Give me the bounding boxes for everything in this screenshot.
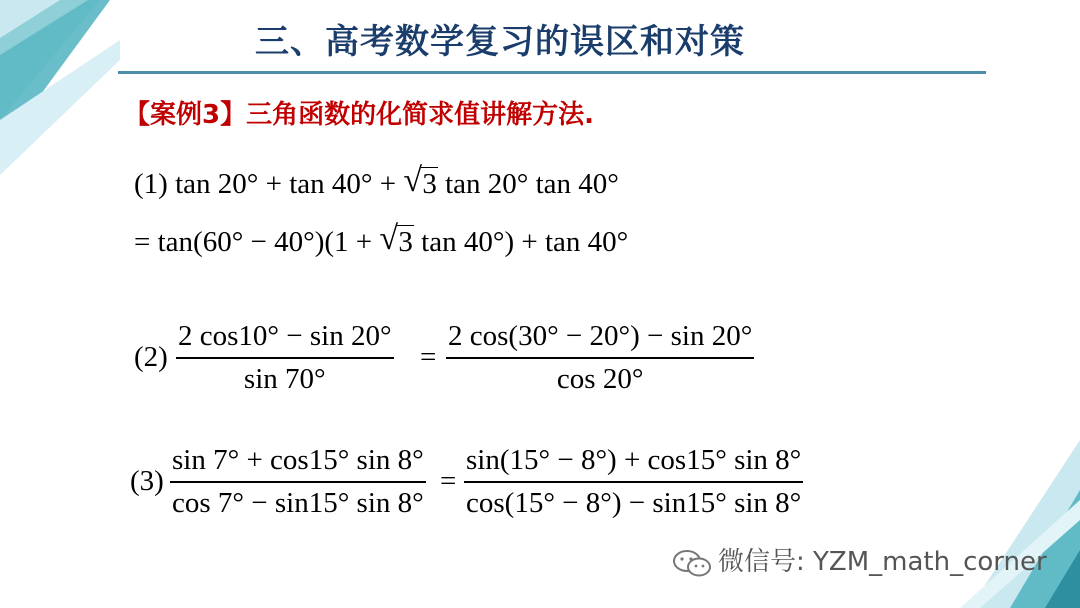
case-heading: 【案例3】三角函数的化简求值讲解方法. [124,100,594,130]
problem3-label: (3) [130,465,164,497]
fraction-denominator: cos(15° − 8°) − sin15° sin 8° [466,486,802,519]
fraction-denominator: cos 20° [556,362,644,395]
sqrt-sign-icon: √ [403,162,423,199]
sqrt-sign-icon: √ [379,220,399,257]
watermark [672,541,1047,578]
problem2-lhs-fraction [176,320,394,396]
sqrt-3: √ 3 [403,162,437,200]
fraction-denominator: sin 70° [243,362,326,395]
problem2-rhs-fraction [446,320,754,396]
sqrt-3: √ 3 [379,220,413,258]
problem1-line1-part-a: tan 20° + tan 40° + [167,168,404,200]
problem1-line1-part-b: tan 20° tan 40° [437,168,619,200]
page-title: 三、高考数学复习的误区和对策 [255,22,745,62]
problem3-equals: = [440,465,457,497]
fraction-numerator: sin(15° − 8°) + cos15° sin 8° [466,444,802,476]
problem1-line2-part-a: = tan(60° − 40°)(1 + [134,226,380,258]
problem1-line2 [134,220,629,259]
fraction-denominator: cos 7° − sin15° sin 8° [172,486,424,519]
problem1-label: (1) [134,168,168,200]
problem1-line2-part-b: tan 40°) + tan 40° [413,226,629,258]
wechat-icon [672,548,712,578]
problem1-line1 [134,162,619,201]
problem2-label: (2) [134,341,168,373]
title-divider [118,71,986,74]
problem3-lhs-fraction [170,444,426,520]
watermark-text: 微信号: YZM_math_corner [718,547,1047,577]
bottom-right-decoration [950,430,1080,608]
problem3-rhs-fraction [464,444,803,520]
fraction-numerator: 2 cos(30° − 20°) − sin 20° [448,320,753,352]
fraction-numerator: 2 cos10° − sin 20° [178,320,392,352]
problem2-equals: = [420,341,437,373]
fraction-numerator: sin 7° + cos15° sin 8° [172,444,424,476]
